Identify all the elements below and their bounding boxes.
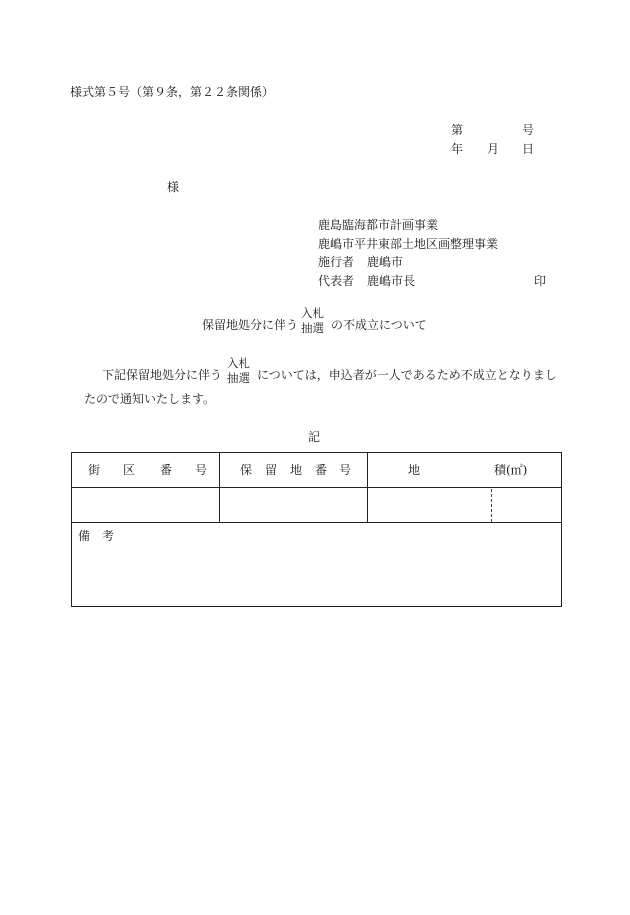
doc-number-suffix: 号 — [522, 123, 535, 137]
issuer-line-2: 鹿嶋市平井東部土地区画整理事業 — [318, 237, 499, 251]
header-area-right: 積(㎡) — [494, 463, 528, 477]
date-year: 年 — [451, 142, 464, 156]
header-block-char-3: 番 — [160, 463, 173, 477]
body-option-nyusatsu: 入札 — [227, 356, 250, 370]
form-number: 様式第５号（第９条，第２２条関係） — [70, 85, 275, 99]
title-option-nyusatsu: 入札 — [301, 306, 324, 320]
title-option-chusen: 抽選 — [301, 321, 324, 335]
body-prefix: 下記保留地処分に伴う — [102, 368, 223, 382]
remarks-char-2: 考 — [102, 529, 115, 543]
header-reserve-char-2: 留 — [265, 463, 278, 477]
date-month: 月 — [487, 142, 500, 156]
area-dashed-divider — [491, 489, 492, 522]
body-suffix: については，申込者が一人であるため不成立となりまし — [257, 368, 557, 382]
header-reserve-char-1: 保 — [240, 463, 253, 477]
header-reserve-char-4: 番 — [315, 463, 328, 477]
title-prefix: 保留地処分に伴う — [202, 318, 299, 332]
title-suffix: の不成立について — [331, 318, 427, 332]
seal-mark: 印 — [534, 274, 547, 288]
body-option-chusen: 抽選 — [227, 371, 250, 385]
header-reserve-char-5: 号 — [339, 463, 352, 477]
header-block-char-2: 区 — [123, 463, 136, 477]
ki-mark: 記 — [308, 430, 321, 444]
table-col-divider-1 — [219, 453, 220, 522]
title-option-stack — [301, 306, 324, 336]
lot-table — [71, 452, 562, 607]
header-area-left: 地 — [408, 463, 421, 477]
remarks-char-1: 備 — [78, 529, 91, 543]
representative-name: 鹿嶋市長 — [367, 274, 416, 288]
addressee-suffix: 様 — [167, 180, 180, 194]
body-line-2: たので通知いたします。 — [84, 392, 216, 406]
header-block-char-4: 号 — [195, 463, 208, 477]
implementer-name: 鹿嶋市 — [367, 255, 404, 269]
representative-label: 代表者 — [318, 274, 355, 288]
header-block-char-1: 街 — [88, 463, 101, 477]
header-reserve-char-3: 地 — [290, 463, 303, 477]
table-col-divider-2 — [367, 453, 368, 522]
table-header-divider — [72, 487, 561, 488]
body-option-stack — [227, 356, 250, 386]
implementer-label: 施行者 — [318, 255, 355, 269]
doc-number-prefix: 第 — [451, 123, 464, 137]
table-row-divider — [72, 522, 561, 523]
issuer-line-1: 鹿島臨海都市計画事業 — [318, 218, 439, 232]
date-day: 日 — [522, 142, 535, 156]
